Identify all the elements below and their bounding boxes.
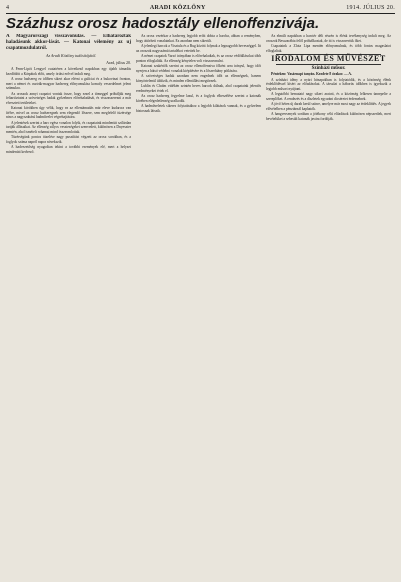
paragraph: A szövetséges hadak azonban nem engednek időt az ellenségnek, hanem könyörtelenül üldözik, és minden ellenállást megtörnek. [136,74,261,83]
paragraph: Az elmúlt napokban a harctér déli részén is élénk tevékenység indult meg. Az oroszok Besszarábia felől próbálkoztak, de itt is visszavertük őket. [266,34,391,43]
paragraph: Katonai szakértők szerint az orosz ellenoffenziva főként arra irányul, hogy időt nyerjen a hátsó védelmi vonalak kiépítésére és a lőszerhiány pótlására. [136,64,261,73]
paragraph: A jelentések szerint a harc egész vonalon folyik, és csapataink mindenütt szilárdan tartják állásaikat. Az ellenség súlyos veszteségeket szenvedett, különösen a Dnyeszter mentén, ahol ismételt rohamai mind összeomlottak. [6,120,131,134]
issue-date: 1914. JÚLIUS 20. [346,4,395,11]
paragraph: Az orosz vezérkar a hadsereg legjobb erőit dobta a harcba, abban a reményben, hogy áttörheti vonalainkat. Ez azonban nem sikerült. [136,34,261,43]
paragraph: Az orosz hadsereg fegyelme lazul, és a foglyok elbeszélése szerint a katonák körében elégedetlenség uralkodik. [136,94,261,103]
paragraph: A hadműveletek sikeres folytatásához a legjobb kilátások vannak, és a győzelem biztosnak látszik. [136,104,261,113]
masthead [6,3,395,12]
paper-name: ARADI KÖZLÖNY [149,4,206,11]
masthead-rule [6,13,395,14]
paragraph: A Fenn-Lipót Lengyel csatatéren a következő napokban egy újabb támadás kezdődött a Kárpátok előtt, amely óriási erővel indult meg. [6,67,131,76]
paragraph: Csapataink a Zlota Lipa mentén előnyomulnak, és több fontos magaslatot elfoglaltak. [266,44,391,53]
section-intro: Pénteken: Vasárnapi tanyán. Kezdete 8 órakor. — A. [271,72,352,76]
paragraph: Az oroszok annyi csapatot vontak össze, hogy ezzel a tömeggel próbálják meg feltartóztatni a szövetséges hadak győzelmes előrehaladását, és visszaszerezni a már elvesztett területeket. [6,91,131,105]
paragraph: A orosz hadsereg ez időben sikert akar elérni a galíciai és a bukovinai fronton, mert a német és osztrák-magyar hadsereg előnyomulása komoly veszedelmet jelent számukra. [6,77,131,90]
section-title: IRODALOM ÉS MŰVÉSZET [271,54,386,63]
paragraph: Katonai körökben úgy vélik, hogy ez az ellentámadás már eleve kudarcra van ítélve, mivel az orosz hadseregnek sem elegendő lőszere, sem megfelelő tüzérsége nincs a nagyszabású hadművelet végrehajtására. [6,106,131,119]
article-dateline: Arad, július 20. [106,59,131,65]
article-headline: Százhusz orosz hadosztály ellenoffenzivája. [6,15,320,32]
paragraph: A hangversenyek sorában a jótékony célú előadások különösen népszerűek, mert bevételüket a sebesült katonák javára fordítják. [266,112,391,121]
paragraph: A színházi idény a nyári hónapokban is folytatódik, és a közönség élénk érdeklődéssel kíséri az előadásokat. A társulat a háborús időkben is igyekszik a legjobb műsort nyújtani. [266,77,391,91]
column-3 [266,34,391,582]
article-subhead: A Magyarországi visszavonulás. — Elhatározták haladásunk akkor-lását. — Katonai vélemény az uj csapatmozdulatról. [6,34,131,51]
columns [6,34,395,582]
page-number: 4 [6,4,10,11]
column-2 [136,34,261,582]
paragraph: A hadvezetőség nyugodtan tekint a további események elé, mert a helyzet mindenütt kedvező. [6,145,131,154]
column-1 [6,34,131,582]
paragraph: A legutóbbi bemutató nagy sikert aratott, és a közönség lelkesen ünnepelte a szereplőket. A rendezés és a díszletek egyaránt dicséretet érdemelnek. [266,92,391,101]
paragraph: A jelenlegi harcok a Visztula és a Bug között folynak a legnagyobb hevességgel. Itt az oroszok nagyszámú tartalékot vetettek be. [136,44,261,53]
section-divider [276,64,381,65]
paragraph: A jövő héten új darab kerül színre, amelyre már most nagy az érdeklődés. A jegyek elővételben a pénztárnál kaphatók. [266,102,391,111]
paragraph: A német csapatok Varsó irányában is előrehaladtak, és az orosz védőállásokat több ponton elfoglalták. Az ellenség kénytelen volt visszavonulni. [136,54,261,63]
paragraph: Tüzérségünk pontos tüzelése nagy pusztítást végzett az orosz sorokban, és a foglyok száma napról napra növekszik. [6,135,131,144]
paragraph: Lublin és Cholm vidékén szintén heves harcok dúlnak, ahol csapataink jelentős eredményeket értek el. [136,84,261,93]
article-credit: Az Aradi Közlöny tudósítójától. [46,53,97,58]
section-subtitle: Színházi műsor. [311,65,346,71]
